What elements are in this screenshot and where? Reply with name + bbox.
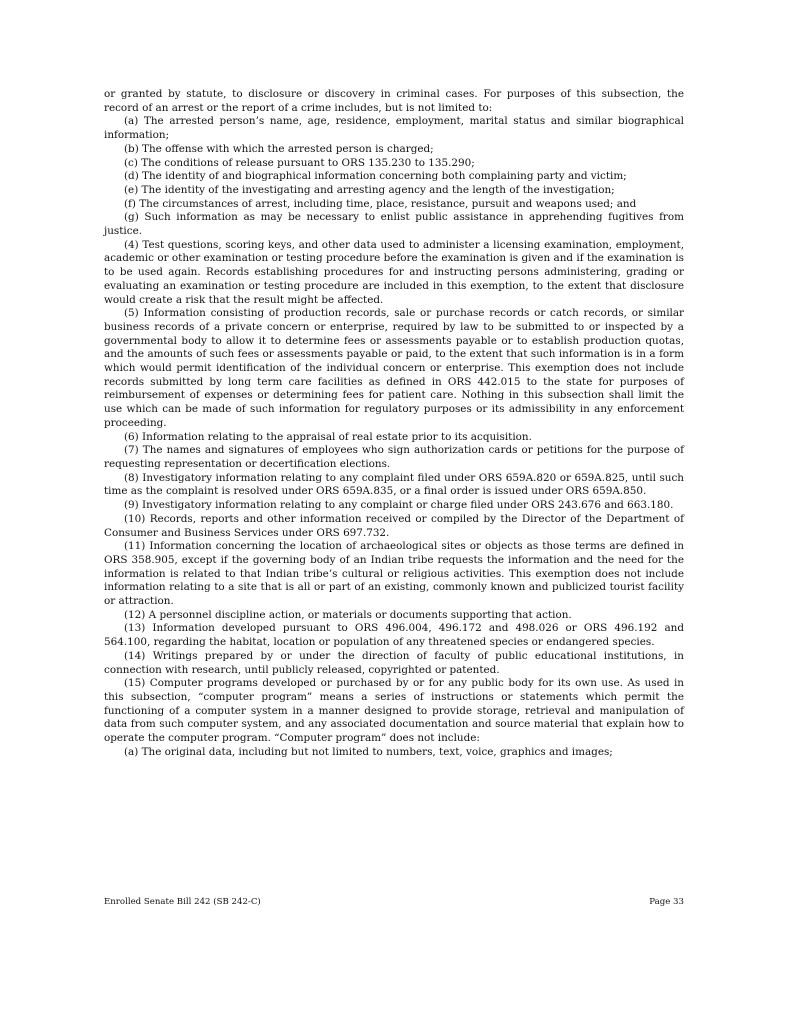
paragraph-13: (13) Information developed pursuant to ORS 496.004, 496.172 and 498.026 or ORS 496.192 and 564.100, regarding the habitat, location or population of any threatened species or endangered species. [104, 622, 684, 649]
paragraph-5: (5) Information consisting of production records, sale or purchase records or catch records, or similar business records of a private concern or enterprise, required by law to be submitted to or inspected by a governmental body to allow it to determine fees or assessments payable or to establish production quotas, and the amounts of such fees or assessments payable or paid, to the extent that such information is in a form which would permit identification of the individual concern or enterprise. This exemption does not include records submitted by long term care facilities as defined in ORS 442.015 to the state for purposes of reimbursement of expenses or determining fees for patient care. Nothing in this subsection shall limit the use which can be made of such information for regulatory purposes or its admissibility in any enforcement proceeding. [104, 307, 684, 429]
paragraph-3b: (b) The offense with which the arrested person is charged; [124, 142, 434, 155]
paragraph-continuation: or granted by statute, to disclosure or discovery in criminal cases. For purposes of this subsection, the record of an arrest or the report of a crime includes, but is not limited to: [104, 88, 684, 114]
paragraph-4: (4) Test questions, scoring keys, and other data used to administer a licensing examination, employment, academic or other examination or testing procedure before the examination is given and if the examination is to be used again. Records establishing procedures for and instructing persons administering, grading or evaluating an examination or testing procedure are included in this exemption, to the extent that disclosure would create a risk that the result might be affected. [104, 238, 684, 306]
paragraph-15: (15) Computer programs developed or purchased by or for any public body for its own use. As used in this subsection, “computer program” means a series of instructions or statements which permit the functioning of a computer system in a manner designed to provide storage, retrieval and manipulation of data from such computer system, and any associated documentation and source material that explain how to operate the computer program. “Computer program” does not include: [104, 677, 684, 745]
paragraph-3d: (d) The identity of and biographical information concerning both complaining party and victim; [124, 170, 627, 183]
paragraph-9: (9) Investigatory information relating to any complaint or charge filed under ORS 243.676 and 663.180. [124, 499, 674, 512]
page-number: Page 33 [649, 897, 684, 907]
paragraph-7: (7) The names and signatures of employees who sign authorization cards or petitions for the purpose of requesting representation or decertification elections. [104, 444, 684, 470]
paragraph-3f: (f) The circumstances of arrest, including time, place, resistance, pursuit and weapons used; and [124, 197, 637, 210]
paragraph-3e: (e) The identity of the investigating and arresting agency and the length of the investigation; [124, 183, 615, 196]
paragraph-3g: (g) Such information as may be necessary to enlist public assistance in apprehending fugitives from justice. [104, 211, 684, 238]
paragraph-15a: (a) The original data, including but not limited to numbers, text, voice, graphics and images; [124, 745, 613, 758]
paragraph-3c: (c) The conditions of release pursuant to ORS 135.230 to 135.290; [124, 156, 475, 169]
paragraph-14: (14) Writings prepared by or under the direction of faculty of public educational institutions, in connection with research, until publicly released, copyrighted or patented. [104, 649, 684, 676]
paragraph-10: (10) Records, reports and other information received or compiled by the Director of the Department of Consumer and Business Services under ORS 697.732. [104, 512, 684, 539]
paragraph-8: (8) Investigatory information relating to any complaint filed under ORS 659A.820 or 659A.825, until such time as the complaint is resolved under ORS 659A.835, or a final order is issued under ORS 659A.850. [104, 471, 684, 498]
paragraph-6: (6) Information relating to the appraisal of real estate prior to its acquisition. [124, 430, 532, 443]
document-body [104, 88, 684, 759]
paragraph-12: (12) A personnel discipline action, or materials or documents supporting that action. [124, 608, 572, 621]
bill-label: Enrolled Senate Bill 242 (SB 242-C) [104, 897, 261, 907]
paragraph-11: (11) Information concerning the location of archaeological sites or objects as those terms are defined in ORS 358.905, except if the governing body of an Indian tribe requests the information and the need for the information is related to that Indian tribe’s cultural or religious activities. This exemption does not include information relating to a site that is all or part of an existing, commonly known and publicized tourist facility or attraction. [104, 540, 684, 608]
paragraph-3a: (a) The arrested person’s name, age, residence, employment, marital status and similar biographical information; [104, 115, 684, 142]
page-footer [104, 897, 684, 908]
